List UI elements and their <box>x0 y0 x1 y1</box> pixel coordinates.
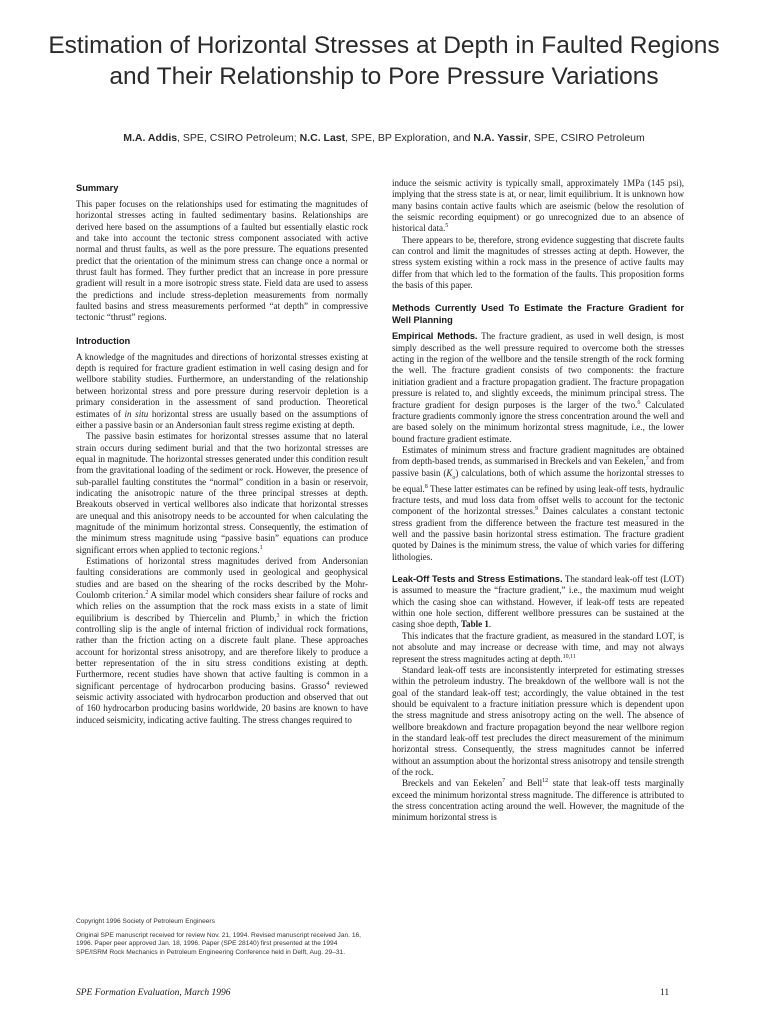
paper-title: Estimation of Horizontal Stresses at Depth in Faulted Regions and Their Relationship to Pore Pressure Variations <box>48 32 720 90</box>
citation-ref[interactable]: 12 <box>542 778 549 785</box>
citation-ref[interactable]: 7 <box>645 456 649 463</box>
intro-paragraph: Estimations of horizontal stress magnitudes derived from Andersonian faulting considerations are commonly used in geological and geophysical studies and are based on the shearing of the rocks described by the Mohr-Coulomb criterion.$^2$ A similar model which considers shear failure of rocks and which relies on the assumption that the rock mass exists in a state of limit equilibrium is described by Thiercelin and Plumb,$^3$ in which the friction controlling slip is the angle of internal friction of individual rock formations, rather than the friction acting on a discrete fault plane. These approaches account for horizontal stress anisotropy, and are therefore likely to produce a better representation of the in situ stress conditions existing at depth. Furthermore, recent studies have shown that active faulting is common in a significant percentage of hydrocarbon producing basins. Grasso$^4$ reviewed seismic activity associated with hydrocarbon production and observed that out of 160 hydrocarbon producing basins worldwide, 20 basins are known to have induced seismicity, indicating active faulting. The stress changes required to <box>76 555 368 725</box>
methods-heading: Methods Currently Used To Estimate the Fracture Gradient for Well Planning <box>392 303 684 326</box>
summary-text: This paper focuses on the relationships used for estimating the magnitudes of horizontal stresses acting in faulted sedimentary basins. Relationships are derived here based on the assumptions of a faulted but essentially elastic rock and take into account the tectonic stress component associated with active normal and thrust faults, as well as the pore pressure. The equations presented predict that the orientation of the minimum stress can change once a normal or thrust fault has formed. They further predict that an increase in pore pressure gradient will result in a more isotropic stress state. Field data are used to assess the predictions and include stress-depletion measurements from normally faulted basins and stress measurements performed “at depth” in compressive tectonic “thrust” regions. <box>76 199 368 323</box>
body-paragraph: Standard leak-off tests are inconsistently interpreted for estimating stresses within the petroleum industry. The breakdown of the wellbore wall is not the goal of the standard leak-off test; accordingly, the value obtained in the test should be equivalent to a fracture initiation pressure which is dependent upon the stress magnitude and stress anisotropy acting on the well. The absence of wellbore breakdown and fracture propagation beyond the near wellbore region in the standard leak-off test precludes the direct measurement of the minimum horizontal stress. Consequently, the stress magnitudes cannot be inferred without an assumption about the horizontal stress anisotropy and tensile strength of the rock. <box>392 664 684 777</box>
citation-ref[interactable]: 2 <box>145 590 149 596</box>
table-ref[interactable]: Table 1 <box>460 619 489 630</box>
empirical-methods-paragraph: Empirical Methods. The fracture gradient, as used in well design, is most simply described as the well pressure required to overcome both the stresses acting in the region of the wellbore and the tensile strength of the rock forming the well. The fracture gradient consists of two components: the fracture initiation gradient and a fracture propagation gradient. The fracture propagation pressure is related to, and slightly exceeds, the minimum principal stress. The fracture gradient for design purposes is the larger of the two.$^6$ Calculated fracture gradients commonly ignore the stress concentration around the well and are based solely on the minimum horizontal stress magnitude, i.e., the lower bound fracture gradient estimate. <box>392 331 684 444</box>
summary-heading: Summary <box>76 183 119 193</box>
author-line <box>40 132 728 144</box>
citation-ref[interactable]: 7 <box>502 778 506 785</box>
copyright-note: Copyright 1996 Society of Petroleum Engineers <box>76 918 215 925</box>
left-column <box>76 182 368 726</box>
citation-ref[interactable]: 10,11 <box>562 653 576 660</box>
citation-ref[interactable]: 8 <box>424 483 428 490</box>
author-name: N.C. Last <box>299 132 346 144</box>
runin-heading: Leak-Off Tests and Stress Estimations. <box>392 574 563 585</box>
body-paragraph: Breckels and van Eekelen$^7$ and Bell$^{12}$ state that leak-off tests marginally exceed the minimum horizontal stress magnitude. The difference is attributed to the stress concentration acting around the well. However, the magnitude of the minimum horizontal stress is <box>392 778 684 823</box>
author-name: N.A. Yassir <box>473 132 529 144</box>
citation-ref[interactable]: 5 <box>445 223 449 230</box>
runin-heading: Empirical Methods. <box>392 331 478 342</box>
body-paragraph: This indicates that the fracture gradient, as measured in the standard LOT, is not absolute and may increase or decrease with time, and may not always represent the stress magnitudes acting at depth.$^{10,11}$ <box>392 630 684 664</box>
intro-paragraph: The passive basin estimates for horizontal stresses assume that no lateral strain occurs during sediment burial and that the two horizontal stresses are equal in magnitude. The horizontal stresses generated under this condition result from the gravitational loading of the sediment or rock. However, the presence of sub-parallel faulting constitutes the “normal” condition in a basin or reservoir, indicating the anisotropic nature of the three principal stresses at depth. Breakouts observed in vertical wellbores also indicate that horizontal stresses are unequal and this anisotropy needs to be accounted for when calculating the magnitude of the minimum horizontal stress. Consequently, the estimation of the minimum stress magnitude using “passive basin” equations can produce significant errors when applied to tectonic regions.$^1$ <box>76 431 368 555</box>
body-paragraph: Estimates of minimum stress and fracture gradient magnitudes are obtained from depth-based trends, as summarised in Breckels and van Eekelen,$^7$ and from passive basin $(K_o)$ calculations, both of which assume the horizontal stresses to be equal.$^8$ These latter estimates can be refined by using leak-off tests, hydraulic fracture tests, and mud loss data from offset wells to account for the tectonic component of the horizontal stresses.$^9$ Daines calculates a constant tectonic stress gradient from the difference between the fracture test measured in the well and the passive basin horizontal stress estimation. The fracture gradient quoted by Daines is the minimum stress, the value of which varies for differing lithologies. <box>392 444 685 562</box>
citation-ref[interactable]: 6 <box>637 399 641 406</box>
introduction-heading: Introduction <box>76 335 131 346</box>
intro-paragraph: A knowledge of the magnitudes and directions of horizontal stresses existing at depth is required for fracture gradient estimation in well casing design and for wellbore stability studies. Furthermore, an understanding of the relationship between horizontal stress and pore pressure during reservoir depletion is a primary consideration in the assessment of sand production. Theoretical estimates of in situ horizontal stress are usually based on the assumptions of either a passive basin or an Andersonian fault stress regime existing at depth. <box>76 351 368 430</box>
footnotes <box>76 918 368 963</box>
journal-footer: SPE Formation Evaluation, March 1996 <box>76 988 231 998</box>
body-paragraph: induce the seismic activity is typically small, approximately 1MPa (145 psi), implying that the stress state is at, or near, limit equilibrium. It is unknown how many basins contain active faults which are aseismic (below the resolution of the seismic recording equipment) or go unrecognized due to an absence of historical data.$^5$ <box>392 178 684 234</box>
citation-ref[interactable]: 4 <box>326 680 330 687</box>
author-affiliation: , SPE, BP Exploration, and <box>345 132 474 144</box>
right-column <box>392 178 684 824</box>
body-paragraph: There appears to be, therefore, strong evidence suggesting that discrete faults can control and limit the magnitudes of stresses acting at depth. However, the stress system existing within a rock mass in the presence of active faults may differ from that which led to the formation of the faults. This proposition forms the basis of this paper. <box>392 234 684 291</box>
citation-ref[interactable]: 9 <box>535 506 539 513</box>
leak-off-paragraph: Leak-Off Tests and Stress Estimations. The standard leak-off test (LOT) is assumed to measure the “fracture gradient,” i.e., the maximum mud weight which the casing shoe can withstand. However, if leak-off tests are repeated within one hole section, different wellbore pressures can be sustained at the casing shoe depth, Table 1. <box>392 574 684 630</box>
citation-ref[interactable]: 3 <box>276 612 280 619</box>
page-number: 11 <box>660 988 670 998</box>
manuscript-note: Original SPE manuscript received for review Nov. 21, 1994. Revised manuscript received Jan. 16, 1996. Paper peer approved Jan. 18, 1996. Paper (SPE 28140) first presented at the 1994 SPE/ISRM Rock Mechanics in Petroleum Engineering Conference held in Delft, Aug. 29–31. <box>76 932 362 956</box>
author-affiliation: , SPE, CSIRO Petroleum <box>528 132 645 144</box>
citation-ref[interactable]: 1 <box>259 544 263 551</box>
author-name: M.A. Addis <box>123 132 178 144</box>
author-affiliation: , SPE, CSIRO Petroleum; <box>177 132 300 144</box>
